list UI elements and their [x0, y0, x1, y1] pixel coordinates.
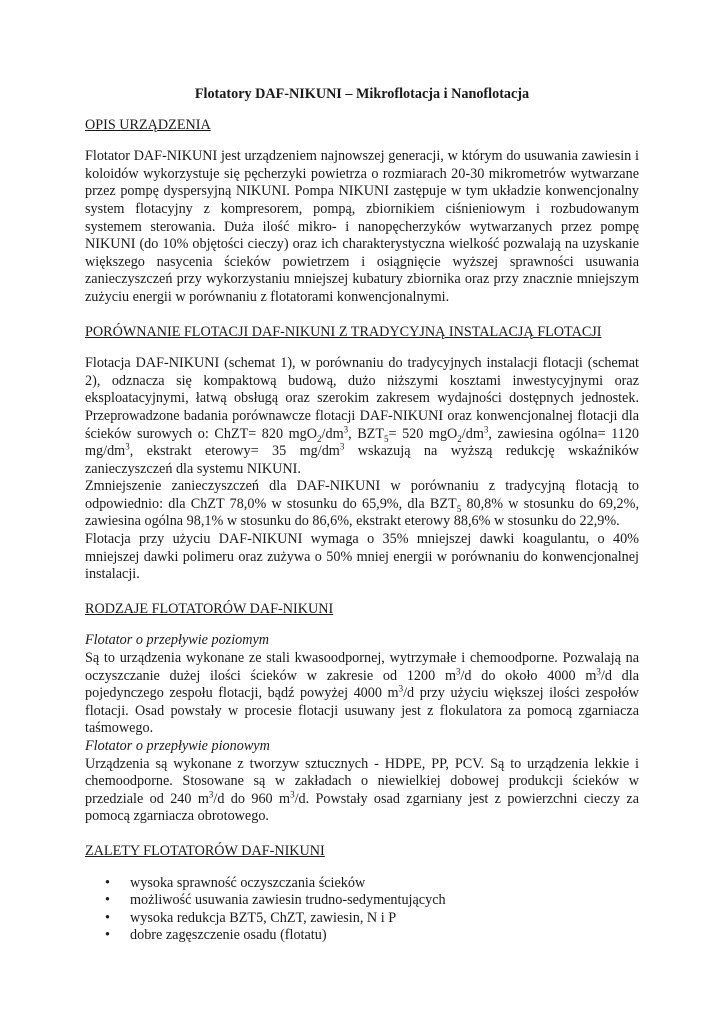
subsection-title-vertical: Flotator o przepływie pionowym: [85, 738, 270, 754]
list-item: • wysoka sprawność oczyszczania ścieków: [105, 874, 366, 891]
vertical-flotator-paragraph: Urządzenia są wykonane z tworzyw sztucznych - HDPE, PP, PCV. Są to urządzenia lekkie i chemoodporne. Stosowane są w zakładach o niewielkiej dobowej produkcji ścieków w przedziale od 240 $m^3/d$ do 960 $m^3/d$. Powstały osad zgarniany jest z powierzchni cieczy za pomocą zgarniacza obrotowego.: [85, 755, 640, 825]
list-item: • możliwość usuwania zawiesin trudno-sedymentujących: [105, 892, 446, 909]
section-heading-types: RODZAJE FLOTATORÓW DAF-NIKUNI: [85, 600, 334, 617]
horizontal-flotator-paragraph: Są to urządzenia wykonane ze stali kwasoodpornej, wytrzymałe i chemoodporne. Pozwalają na oczyszczanie dużej ilości ścieków w zakresie od 1200 $m^3/d$ do około 4000 $m^3/d$ dla pojedynczego zespołu flotacji, bądź powyżej 4000 $m^3/d$ przy użyciu większej ilości zespołów flotacji. Osad powstały w procesie flotacji usuwany jest z flokulatora za pomocą zgarniacza taśmowego.: [85, 650, 639, 737]
bullet-icon: •: [105, 892, 110, 909]
comparison-paragraph-1: Flotacja DAF-NIKUNI (schemat 1), w porównaniu do tradycyjnych instalacji flotacji (schemat 2), odznacza się kompaktową budową, dużo niższymi kosztami inwestycyjnymi oraz eksploatacyjnymi, łatwą obsługą oraz szerokim zakresem wydajności dostępnych jednostek. Przeprowadzone badania porównawcze flotacji DAF-NIKUNI oraz konwencjonalnej flotacji dla ścieków surowych o: ChZT= 820 $mgO_2/dm^3$, $BZT_5= 520$ $mgO_2/dm^3$, zawiesina ogólna= 1120 $mg/dm^3$, ekstrakt eterowy= 35 $mg/dm^3$ wskazują na wyższą redukcję wskaźników zanieczyszczeń dla systemu NIKUNI.: [85, 355, 639, 477]
advantages-list: [85, 875, 639, 945]
bullet-icon: •: [105, 909, 110, 926]
list-item: • dobre zagęszczenie osadu (flotatu): [105, 927, 327, 944]
list-item: • wysoka redukcja BZT5, ChZT, zawiesin, N i P: [105, 909, 397, 926]
comparison-paragraph-2: Zmniejszenie zanieczyszczeń dla DAF-NIKUNI w porównaniu z tradycyjną flotacją to odpowiednio: dla ChZT 78,0% w stosunku do 65,9%, dla $BZT_5$ 80,8% w stosunku do 69,2%, zawiesina ogólna 98,1% w stosunku do 86,6%, ekstrakt eterowy 88,6% w stosunku do 22,9%.: [85, 478, 640, 530]
section-heading-advantages: ZALETY FLOTATORÓW DAF-NIKUNI: [85, 842, 325, 859]
bullet-icon: •: [105, 927, 110, 944]
section-heading-comparison: PORÓWNANIE FLOTACJI DAF-NIKUNI Z TRADYCYJNĄ INSTALACJĄ FLOTACJI: [85, 323, 602, 340]
section-heading-description: OPIS URZĄDZENIA: [85, 116, 211, 133]
description-paragraph: Flotator DAF-NIKUNI jest urządzeniem najnowszej generacji, w którym do usuwania zawiesin i koloidów wykorzystuje się pęcherzyki powietrza o rozmiarach 20-30 mikrometrów wytwarzane przez pompę dyspersyjną NIKUNI. Pompa NIKUNI zastępuje w tym układzie konwencjonalny system flotacyjny z kompresorem, pompą, zbiornikiem ciśnieniowym i rozbudowanym systemem sterowania. Duża ilość mikro- i nanopęcherzyków wytwarzanych przez pompę NIKUNI (do 10% objętości cieczy) oraz ich charakterystyczna wielkość pozwalają na uzyskanie większego nasycenia ścieków powietrzem i osiągnięcie wyższej sprawności usuwania zanieczyszczeń przy wykorzystaniu mniejszej kubatury zbiornika oraz przy znacznie mniejszym zużyciu energii w porównaniu z flotatorami konwencjonalnymi.: [85, 148, 639, 305]
bullet-icon: •: [105, 874, 110, 891]
document-page: [85, 86, 639, 945]
subsection-title-horizontal: Flotator o przepływie poziomym: [85, 632, 270, 649]
comparison-paragraph-3: Flotacja przy użyciu DAF-NIKUNI wymaga o 35% mniejszej dawki koagulantu, o 40% mniejszej dawki polimeru oraz zużywa o 50% mniej energii w porównaniu do konwencjonalnej instalacji.: [85, 531, 639, 583]
document-title: Flotatory DAF-NIKUNI – Mikroflotacja i Nanoflotacja: [194, 86, 530, 102]
